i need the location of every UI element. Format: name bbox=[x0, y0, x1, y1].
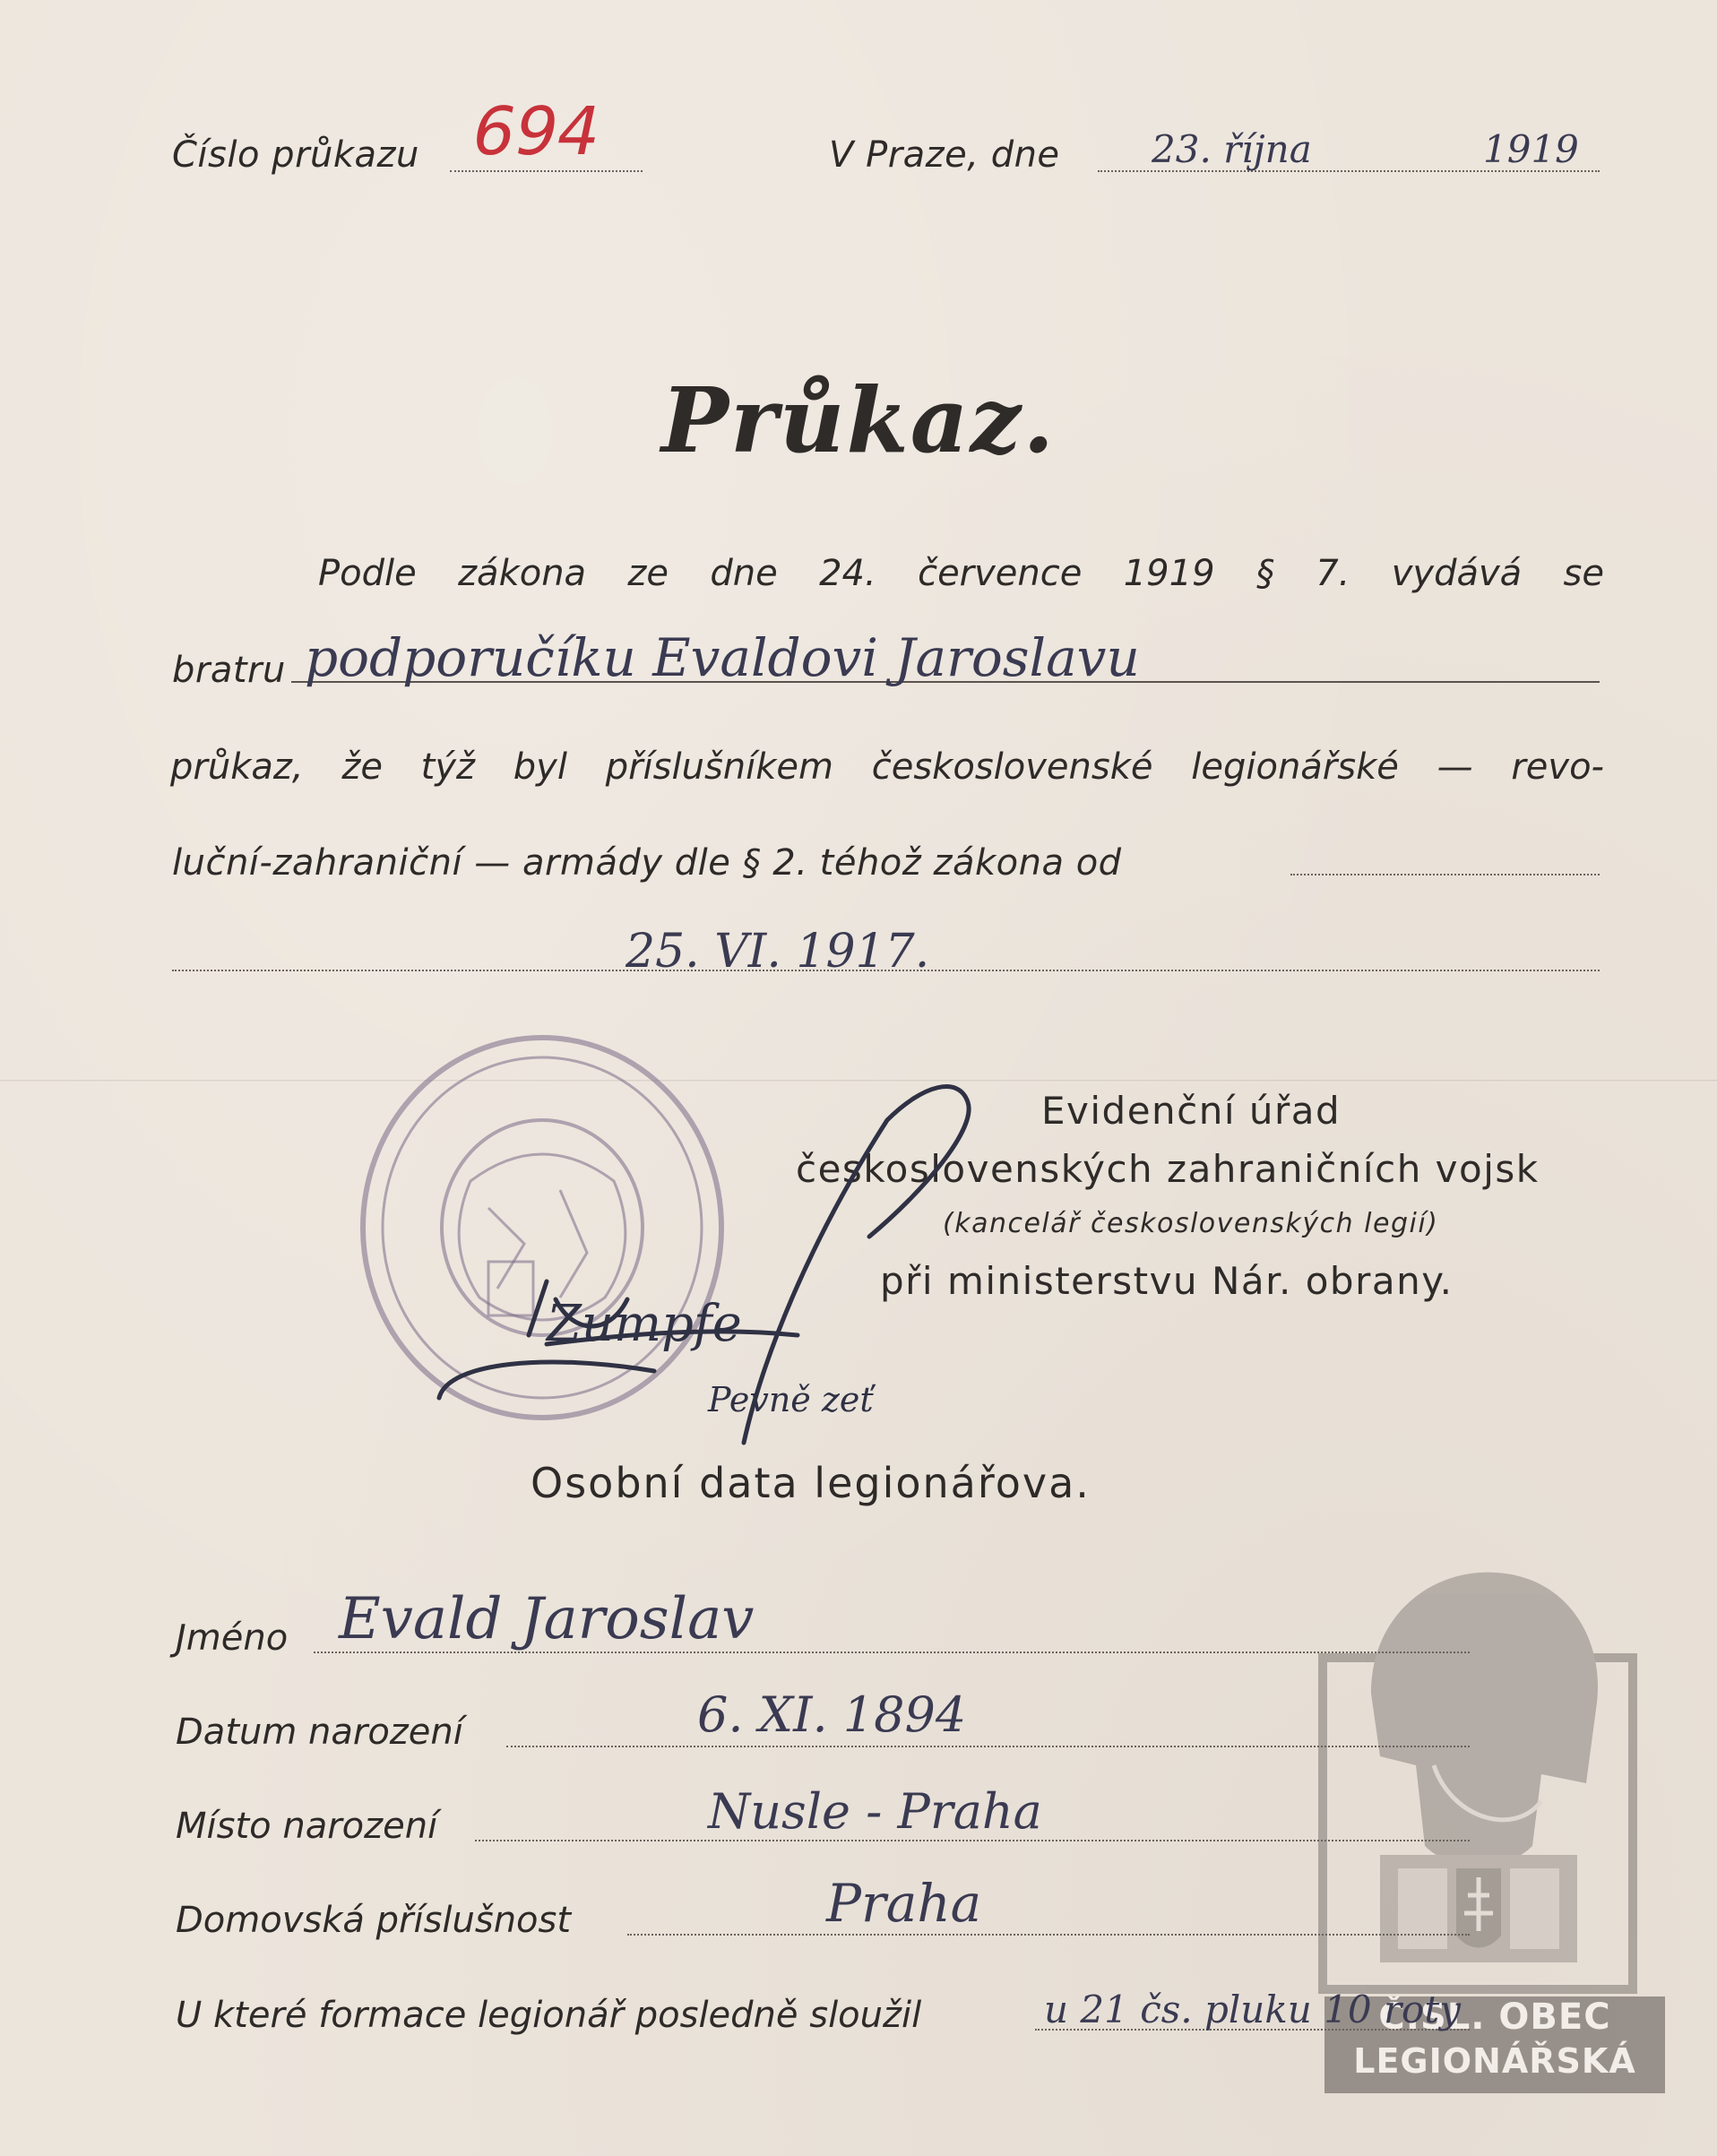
field-value-birthplace: Nusle - Praha bbox=[708, 1783, 1042, 1840]
year-value: 1919 bbox=[1483, 127, 1579, 171]
office-line-1: Evidenční úřad bbox=[1041, 1089, 1342, 1133]
body-line-1: Podle zákona ze dne 24. července 1919 § 7. vydává se bbox=[318, 553, 1604, 594]
bratru-label: bratru bbox=[172, 650, 286, 691]
body-line-3: průkaz, že týž byl příslušníkem československé legionářské — revo- bbox=[170, 746, 1604, 788]
signature-note: Pevně zeť bbox=[708, 1380, 874, 1419]
place-date-prefix: V Praze, dne bbox=[829, 134, 1060, 176]
field-value-name: Evald Jaroslav bbox=[339, 1586, 755, 1652]
office-line-4: při ministerstvu Nár. obrany. bbox=[880, 1259, 1454, 1303]
watermark-text-1: Č.SL. OBEC bbox=[1378, 1996, 1611, 2038]
legion-logo-watermark bbox=[1317, 1550, 1640, 1998]
body-line-4: luční-zahraniční — armády dle § 2. téhož zákona od bbox=[172, 842, 1122, 884]
field-line-birthplace bbox=[475, 1840, 1470, 1841]
watermark-text-2: LEGIONÁŘSKÁ bbox=[1353, 2041, 1636, 2081]
field-value-birthdate: 6. XI. 1894 bbox=[697, 1686, 967, 1743]
card-number-label: Číslo průkazu bbox=[172, 134, 419, 176]
document-title: Průkaz. bbox=[660, 367, 1057, 473]
office-line-2: československých zahraničních vojsk bbox=[796, 1147, 1540, 1191]
from-line-a bbox=[1290, 874, 1600, 875]
field-label-birthplace: Místo narození bbox=[176, 1806, 438, 1847]
date-value: 23. října bbox=[1152, 127, 1312, 171]
field-line-domicile bbox=[627, 1934, 1470, 1936]
bratru-value: podporučíku Evaldovi Jaroslavu bbox=[305, 627, 1140, 688]
signature-name: Zumpfe bbox=[547, 1295, 742, 1353]
field-label-birthdate: Datum narození bbox=[176, 1712, 463, 1753]
office-line-3: (kancelář československých legií) bbox=[943, 1208, 1439, 1239]
personal-data-heading: Osobní data legionářova. bbox=[531, 1459, 1091, 1507]
field-label-name: Jméno bbox=[176, 1617, 289, 1659]
card-number-value: 694 bbox=[464, 93, 608, 170]
field-value-formation: u 21 čs. pluku 10 roty bbox=[1044, 1988, 1461, 2031]
card-number-line bbox=[450, 170, 643, 172]
from-date-value: 25. VI. 1917. bbox=[626, 925, 930, 979]
field-label-formation: U které formace legionář posledně sloužil bbox=[176, 1995, 922, 2036]
field-label-domicile: Domovská příslušnost bbox=[176, 1900, 572, 1941]
field-line-birthdate bbox=[506, 1746, 1470, 1747]
field-value-domicile: Praha bbox=[826, 1873, 982, 1934]
